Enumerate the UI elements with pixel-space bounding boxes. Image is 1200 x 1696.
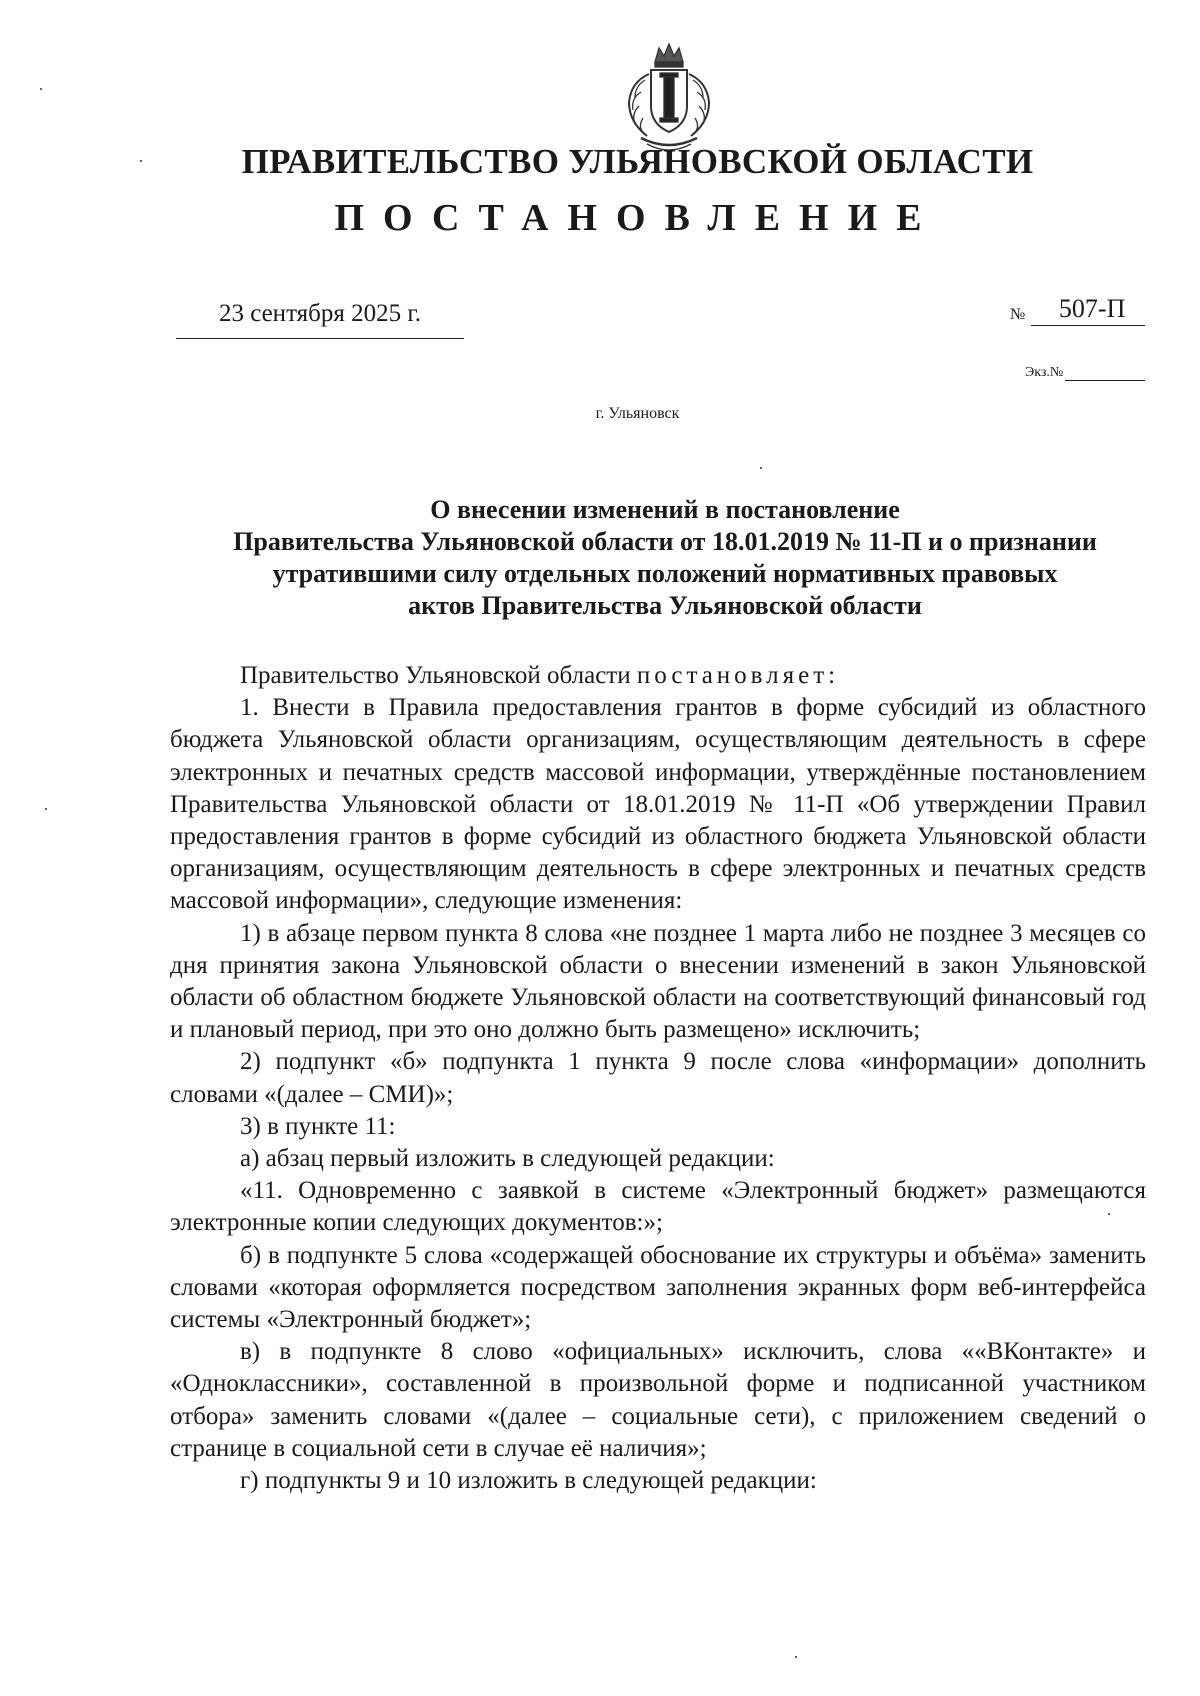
item-3c: в) в подпункте 8 слово «официальных» исключить, слова ««ВКонтакте» и «Одноклассники», составленной в произвольной форме и подписанной участником отбора» заменить словами «(далее – социальные сети), с приложением сведений о странице в социальной сети в случае её наличия»; — [170, 1338, 1146, 1462]
number-underline — [1031, 293, 1145, 326]
scan-speck — [45, 808, 47, 810]
document-type-title: ПОСТАНОВЛЕНИЕ — [334, 197, 941, 239]
intro-prefix: Правительство Ульяновской области — [240, 662, 637, 689]
document-body — [170, 660, 1146, 1497]
item-3g: г) подпункты 9 и 10 изложить в следующей редакции: — [240, 1467, 817, 1495]
heading-line: О внесении изменений в постановление — [430, 495, 900, 524]
number-sign: № — [1010, 306, 1026, 323]
intro-paragraph — [170, 660, 1146, 692]
document-heading — [170, 494, 1160, 622]
heading-line: утратившими силу отдельных положений нормативных правовых — [272, 559, 1058, 588]
paragraph-1: 1. Внести в Правила предоставления грантов в форме субсидий из областного бюджета Ульяновской области организациям, осуществляющим деятельность в сфере электронных и печатных средств массовой информации, утверждённые постановлением Правительства Ульяновской области от 18.01.2019 № 11-П «Об утверждении Правил предоставления грантов в форме субсидий из областного бюджета Ульяновской области организациям, осуществляющим деятельность в сфере электронных и печатных средств массовой информации», следующие изменения: — [170, 694, 1146, 915]
scan-speck — [795, 1656, 797, 1658]
heading-line: актов Правительства Ульяновской области — [408, 591, 922, 620]
document-date: 23 сентября 2025 г. — [218, 300, 422, 327]
organization-title: ПРАВИТЕЛЬСТВО УЛЬЯНОВСКОЙ ОБЛАСТИ — [241, 142, 1034, 181]
scan-speck — [760, 467, 762, 469]
coat-of-arms-emblem — [617, 40, 721, 158]
document-number: 507-П — [1058, 294, 1126, 323]
item-3b: б) в подпункте 5 слова «содержащей обоснование их структуры и объёма» заменить словами «которая оформляется посредством заполнения экранных форм веб-интерфейса системы «Электронный бюджет»; — [170, 1241, 1146, 1334]
heading-line: Правительства Ульяновской области от 18.01.2019 № 11-П и о признании — [233, 527, 1097, 556]
number-field — [1010, 293, 1145, 326]
item-3a: а) абзац первый изложить в следующей редакции: — [240, 1145, 775, 1173]
date-field — [176, 300, 464, 339]
copy-number-field — [1025, 365, 1145, 381]
scan-speck — [140, 160, 142, 162]
date-underline — [176, 338, 464, 339]
intro-spaced-word: постановляет: — [636, 662, 840, 689]
item-2: 2) подпункт «б» подпункта 1 пункта 9 после слова «информации» дополнить словами «(далее – СМИ)»; — [170, 1048, 1146, 1108]
copy-number-underline — [1065, 366, 1145, 381]
item-3: 3) в пункте 11: — [240, 1112, 396, 1140]
city-name: г. Ульяновск — [595, 405, 680, 422]
scan-speck — [1108, 1213, 1110, 1215]
scan-speck — [40, 88, 42, 90]
item-3a-quote: «11. Одновременно с заявкой в системе «Электронный бюджет» размещаются электронные копии следующих документов:»; — [170, 1177, 1146, 1237]
item-1: 1) в абзаце первом пункта 8 слова «не позднее 1 марта либо не позднее 3 месяцев со дня принятия закона Ульяновской области о внесении изменений в закон Ульяновской области об областном бюджете Ульяновской области на соответствующий финансовый год и плановый период, при это оно должно быть размещено» исключить; — [170, 919, 1146, 1044]
copy-number-label: Экз.№ — [1025, 365, 1064, 380]
